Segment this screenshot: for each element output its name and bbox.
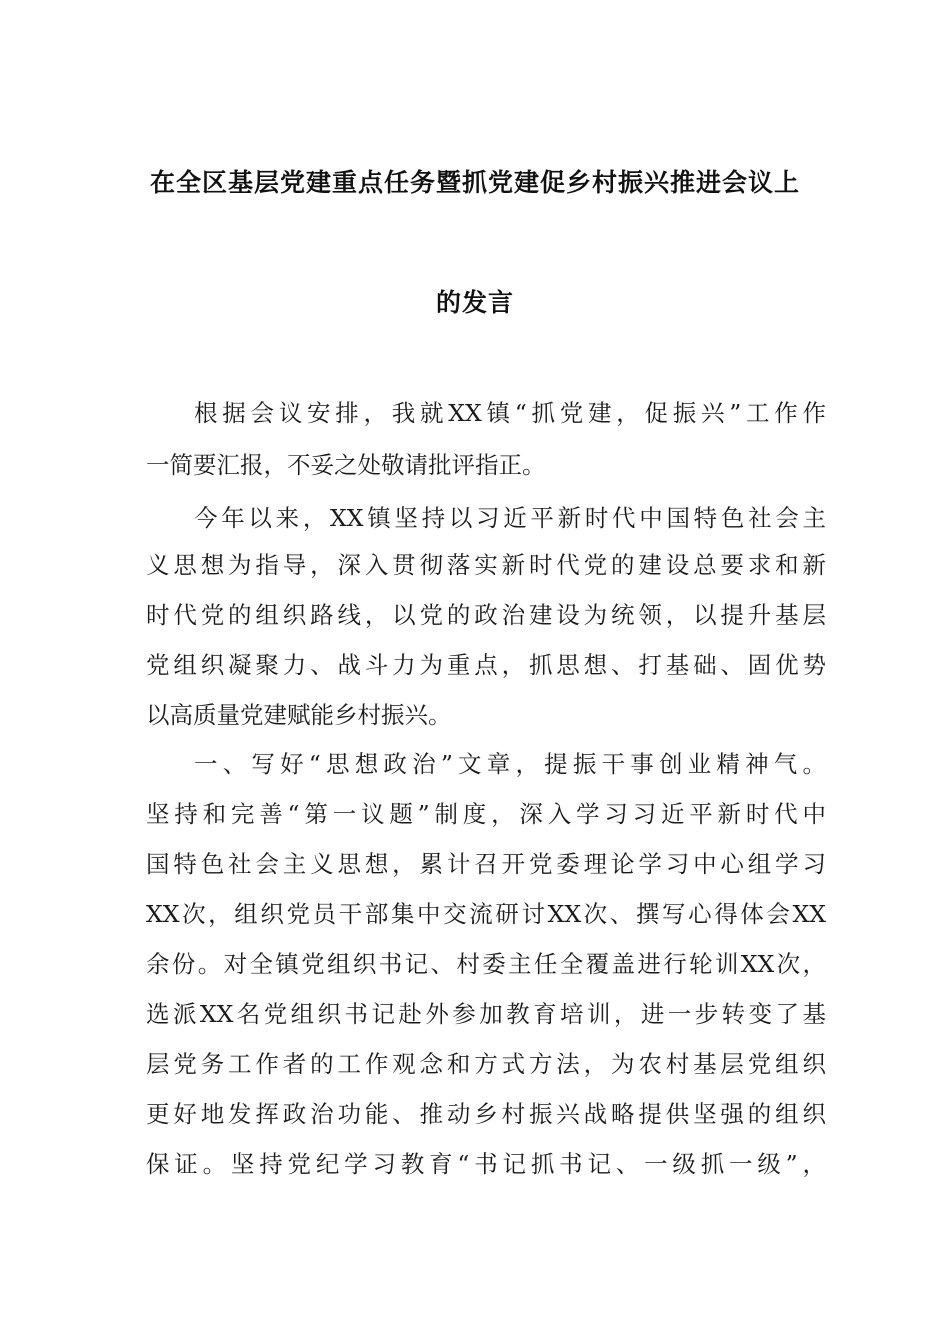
- document-title-line-1: 在全区基层党建重点任务暨抓党建促乡村振兴推进会议上: [149, 168, 800, 197]
- body-line: 保证。坚持党纪学习教育“书记抓书记、一级抓一级”，: [146, 1150, 826, 1178]
- body-line: 一简要汇报，不妥之处敬请批评指正。: [146, 451, 546, 479]
- body-line: XX次，组织党员干部集中交流研讨XX次、撰写心得体会XX: [146, 900, 826, 928]
- body-line: 今年以来，XX镇坚持以习近平新时代中国特色社会主: [194, 504, 826, 532]
- body-line: 层党务工作者的工作观念和方式方法，为农村基层党组织: [146, 1050, 826, 1078]
- body-line: 余份。对全镇党组织书记、村委主任全覆盖进行轮训XX次，: [146, 950, 826, 978]
- body-line: 根据会议安排，我就XX镇“抓党建，促振兴”工作作: [194, 399, 826, 427]
- body-line: 以高质量党建赋能乡村振兴。: [146, 701, 452, 729]
- body-line: 义思想为指导，深入贯彻落实新时代党的建设总要求和新: [146, 551, 826, 579]
- document-title-line-2: 的发言: [435, 288, 514, 317]
- body-line: 选派XX名党组织书记赴外参加教育培训，进一步转变了基: [146, 1000, 826, 1028]
- body-line: 国特色社会主义思想，累计召开党委理论学习中心组学习: [146, 850, 826, 878]
- body-line: 时代党的组织路线，以党的政治建设为统领，以提升基层: [146, 601, 826, 629]
- body-line: 一、写好“思想政治”文章，提振干事创业精神气。: [194, 750, 826, 778]
- body-line: 党组织凝聚力、战斗力为重点，抓思想、打基础、固优势: [146, 651, 826, 679]
- body-line: 更好地发挥政治功能、推动乡村振兴战略提供坚强的组织: [146, 1100, 826, 1128]
- body-line: 坚持和完善“第一议题”制度，深入学习习近平新时代中: [146, 800, 826, 828]
